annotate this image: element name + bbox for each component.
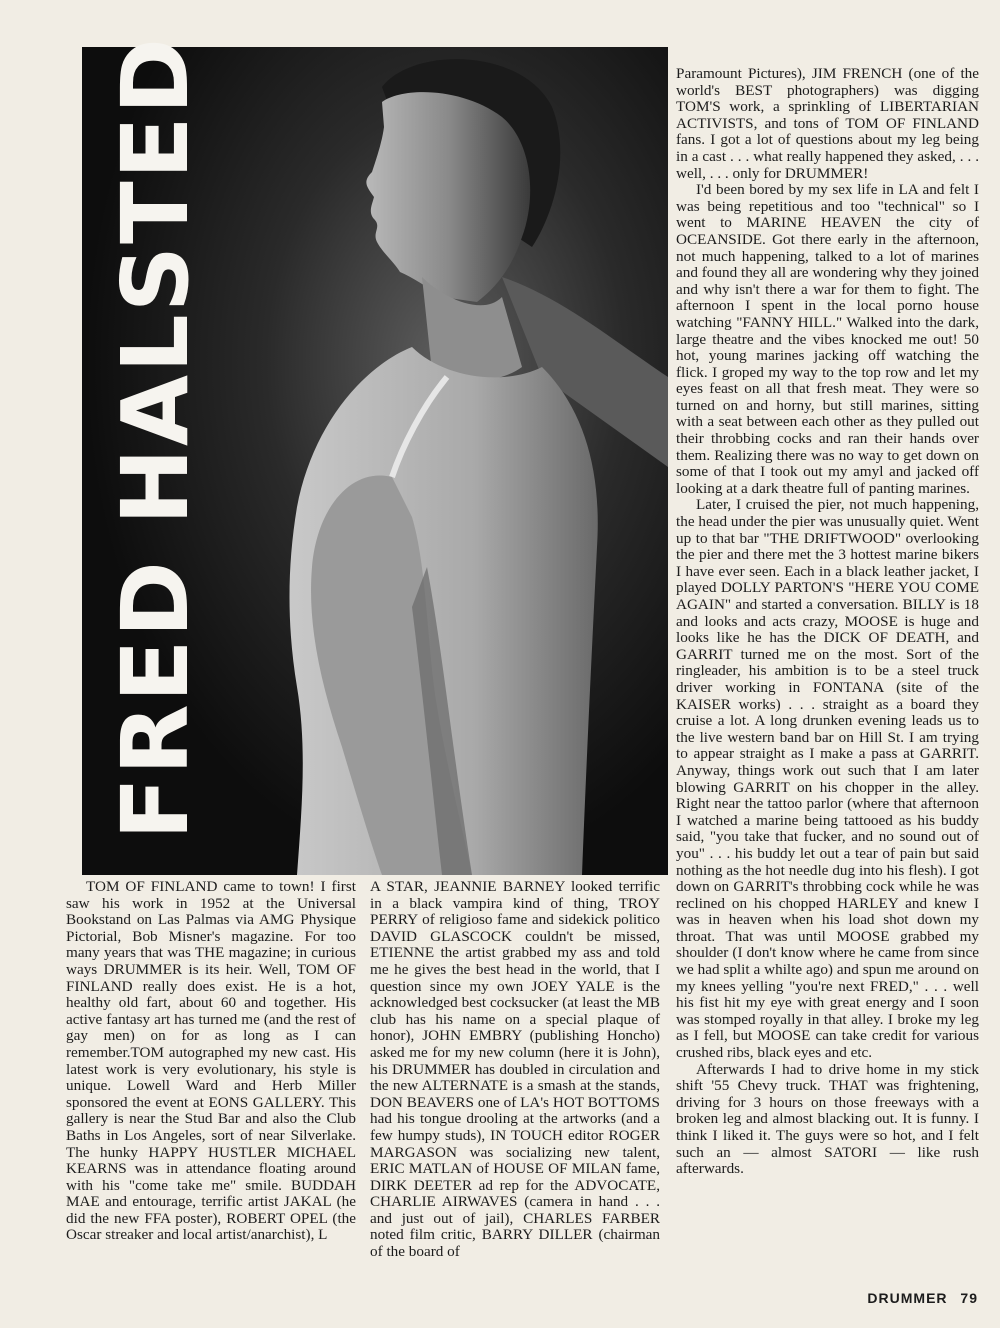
headline-fred-halsted: FRED HALSTED: [102, 36, 209, 840]
article-column-1: [66, 879, 356, 1244]
paragraph: Paramount Pictures), JIM FRENCH (one of the world's BEST photographers) was digging TOM'S work, a sprinkling of LIBERTARIAN ACTIVISTS, and tons of TOM OF FINLAND fans. I got a lot of questions about my leg being in a cast . . . what really happened they asked, . . . well, . . . only for DRUMMER!: [676, 65, 979, 182]
paragraph: Later, I cruised the pier, not much happening, the head under the pier was unusually quiet. Went up to that bar "THE DRIFTWOOD" overlooking the pier and there met the 3 hottest marine bikers I have ever seen. Each in a black leather jacket, I played DOLLY PARTON'S "HERE YOU COME AGAIN" and started a conversation. BILLY is 18 and looks and acts crazy, MOOSE is huge and looks like he has the DICK OF DEATH, and GARRIT turned me on the most. Sort of the ringleader, his ambition is to be a steel truck driver working in FONTANA (site of the KAISER works) . . . straight as a board they cruise a lot. A long drunken evening leads us to the live western band bar on Hill St. I am trying to appear straight as I make a pass at GARRIT. Anyway, things work out such that I am later blowing GARRIT on his chopper in the alley. Right near the tattoo parlor (where that afternoon I watched a marine being tattooed as his buddy said, "you take that fucker, and no sound out of you" . . . his buddy let out a tear of pain but said nothing as the hot needle dug into his flesh). I got down on GARRIT's throbbing cock while he was reclined on his chopped HARLEY and knew I was in heaven when his load shot down my throat. That was until MOOSE grabbed my shoulder (I don't know where he came from since we had split a whilte ago) and spun me around on my knees yelling "you're next FRED," . . . well his fist hit my eye with great energy and I soon was stomped royally in that alley. I broke my leg as I fell, but MOOSE can take credit for various crushed ribs, black eyes and etc.: [676, 496, 979, 1062]
paragraph: TOM OF FINLAND came to town! I first saw his work in 1952 at the Universal Bookstand on Las Palmas via AMG Physique Pictorial, Bob Misner's magazine. For too many years that was THE magazine; in curious ways DRUMMER is its heir. Well, TOM OF FINLAND really does exist. He is a hot, healthy old fart, about 60 and together. His active fantasy art has turned me (and the rest of gay men) on for as long as I can remember.TOM autographed my new cast. His latest work is very evolutionary, his style is unique. Lowell Ward and Herb Miller sponsored the event at EONS GALLERY. This gallery is near the Stud Bar and also the Club Baths in Los Angeles, sort of near Silverlake. The hunky HAPPY HUSTLER MICHAEL KEARNS was in attendance floating around with his "come take me" smile. BUDDAH MAE and entourage, terrific artist JAKAL (he did the new FFA poster), ROBERT OPEL (the Oscar streaker and local artist/anarchist), L: [66, 878, 356, 1244]
page-number: 79: [960, 1290, 978, 1306]
article-column-2: [370, 879, 660, 1261]
paragraph: I'd been bored by my sex life in LA and felt I was being repetitious and too "technical" so I went to MARINE HEAVEN the city of OCEANSIDE. Got there early in the afternoon, not much happening, talked to a lot of marines and found they all are wondering why they joined and why isn't there a war for them to fight. The afternoon I spent in the local porno house watching "FANNY HILL." Walked into the dark, large theatre and the vibes knocked me out! 50 hot, young marines jacking off watching the flick. I groped my way to the top row and let my eyes feast on all that fresh meat. They were so turned on and horny, but still marines, sitting with a seat between each other as they pulled out their throbbing cocks and ran their hands over them. Realizing there was no way to get down on some of that I took out my amyl and jacked off looking at a dark theatre full of panting marines.: [676, 181, 979, 497]
paragraph: A STAR, JEANNIE BARNEY looked terrific in a black vampira kind of thing, TROY PERRY of religioso fame and sidekick politico DAVID GLASCOCK couldn't be missed, ETIENNE the artist grabbed my ass and told me he gives the best head in the world, that I question since my own JOEY YALE is the acknowledged best cocksucker (at least the MB club has his name on a special plaque of honor), JOHN EMBRY (publishing Honcho) asked me for my new column (here it is John), his DRUMMER has doubled in circulation and the new ALTERNATE is a smash at the stands, DON BEAVERS one of LA's HOT BOTTOMS had his tongue drooling at the artworks (and a few humpy studs), IN TOUCH editor ROGER MARGASON was socializing new talent, ERIC MATLAN of HOUSE OF MILAN fame, DIRK DEETER ad rep for the ADVOCATE, CHARLIE AIRWAVES (camera in hand . . . and just out of jail), CHARLES FARBER noted film critic, BARRY DILLER (chairman of the board of: [370, 878, 660, 1261]
paragraph: Afterwards I had to drive home in my stick shift '55 Chevy truck. THAT was frightening, driving for 3 hours on those freeways with a broken leg and almost blacking out. It is funny. I think I liked it. The guys were so hot, and I felt such an — almost SATORI — like rush afterwards.: [676, 1060, 979, 1178]
article-column-3: [676, 66, 979, 1178]
page-footer: [867, 1290, 978, 1306]
magazine-name: DRUMMER: [867, 1290, 948, 1306]
